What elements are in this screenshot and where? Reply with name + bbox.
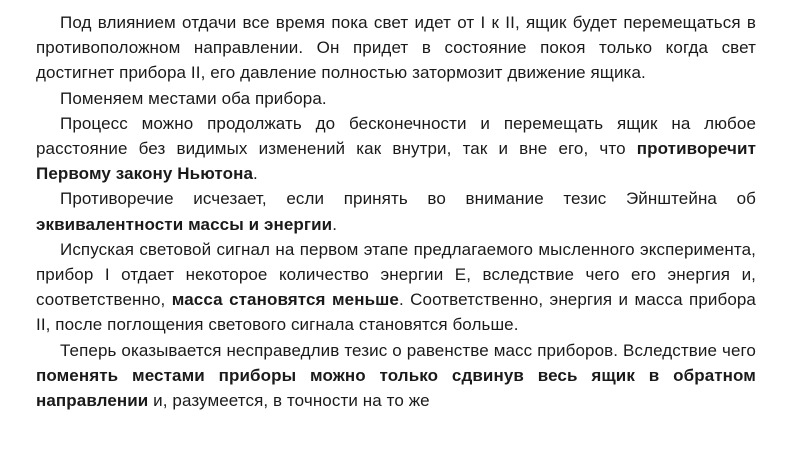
bold-mass-decreases: масса становятся меньше xyxy=(171,290,399,310)
paragraph-text-end: и, разумеется, в точности на то же xyxy=(148,391,430,411)
paragraph-text-end: . Соответственно, энергия и масса прибора II, после поглощения светового сигнала становятся больше. xyxy=(36,290,756,335)
paragraph-swap-devices-text: Поменяем местами оба прибора. xyxy=(60,88,327,108)
paragraph-text: Испуская световой сигнал на первом этапе предлагаемого мысленного эксперимента, прибор I отдает некоторое количество энергии Е, вследствие чего его энергия и, соответственно, xyxy=(36,239,756,310)
paragraph-text-end: . xyxy=(332,214,338,234)
paragraph-conclusion xyxy=(36,338,756,414)
paragraph-recoil-text: Под влиянием отдачи все время пока свет идет от I к II, ящик будет перемещаться в противоположном направлении. Он придет в состояние покоя только когда свет достигнет прибора II, его давление полностью затормозит движение ящика. xyxy=(36,13,756,83)
paragraph-swap-devices xyxy=(36,86,756,111)
paragraph-newton-contradiction xyxy=(36,111,756,187)
bold-swap-only-by-moving-box: поменять местами приборы можно только сдвинув весь ящик в обратном направлении xyxy=(36,365,756,411)
paragraph-text: Противоречие исчезает, если принять во внимание тезис Эйнштейна об xyxy=(60,189,756,209)
paragraph-recoil xyxy=(36,10,756,86)
paragraph-text-end: . xyxy=(253,164,258,184)
paragraph-text: Процесс можно продолжать до бесконечности и перемещать ящик на любое расстояние без видимых изменений как внутри, так и вне его, что xyxy=(36,113,756,159)
bold-newton-law: противоречит Первому закону Ньютона xyxy=(36,139,756,184)
paragraph-einstein-thesis xyxy=(36,186,756,236)
paragraph-emission xyxy=(36,237,756,338)
paragraph-text: Теперь оказывается несправедлив тезис о равенстве масс приборов. Вследствие чего xyxy=(60,340,756,360)
bold-mass-energy-equivalence: эквивалентности массы и энергии xyxy=(36,214,333,234)
